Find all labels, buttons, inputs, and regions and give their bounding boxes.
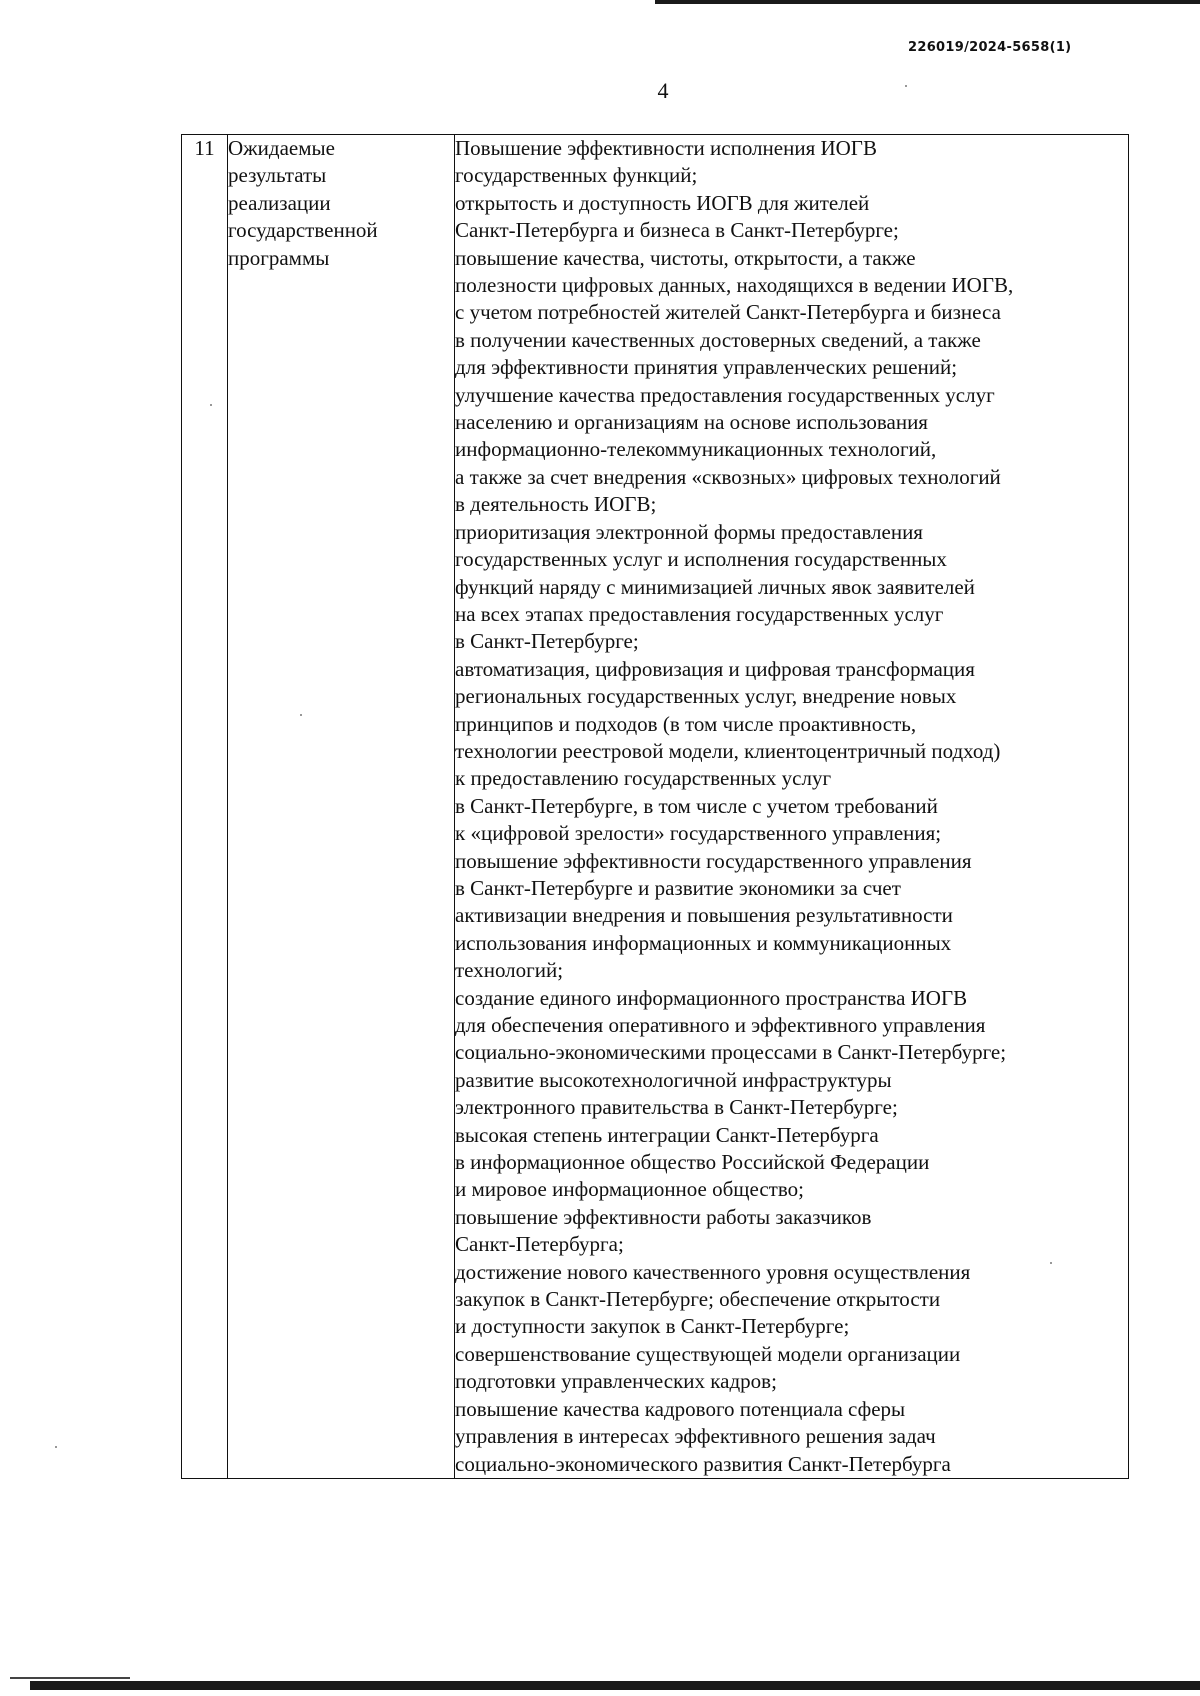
text-line: в получении качественных достоверных сведений, а также: [455, 327, 981, 352]
label-line: результаты: [228, 163, 327, 188]
text-line: на всех этапах предоставления государственных услуг: [455, 601, 944, 626]
text-line: высокая степень интеграции Санкт-Петербурга: [455, 1122, 879, 1147]
text-line: использования информационных и коммуникационных: [455, 930, 952, 955]
text-line: функций наряду с минимизацией личных явок заявителей: [455, 574, 975, 599]
text-line: и доступности закупок в Санкт-Петербурге;: [455, 1314, 850, 1339]
text-line: к «цифровой зрелости» государственного управления;: [455, 821, 942, 846]
scan-speck: [210, 404, 212, 406]
text-line: повышение качества кадрового потенциала сферы: [455, 1396, 906, 1421]
text-line: населению и организациям на основе использования: [455, 410, 928, 435]
text-line: управления в интересах эффективного решения задач: [455, 1424, 936, 1449]
text-line: повышение эффективности работы заказчиков: [455, 1204, 872, 1229]
scan-speck: [300, 714, 302, 716]
text-line: электронного правительства в Санкт-Петербурге;: [455, 1095, 898, 1120]
row-label-cell: [228, 135, 455, 1479]
text-line: автоматизация, цифровизация и цифровая трансформация: [455, 656, 975, 681]
text-line: в Санкт-Петербурге;: [455, 629, 639, 654]
text-line: государственных функций;: [455, 163, 698, 188]
text-line: полезности цифровых данных, находящихся в ведении ИОГВ,: [455, 273, 1014, 298]
document-registration-number: 226019/2024-5658(1): [908, 40, 1072, 55]
text-line: Санкт-Петербурга и бизнеса в Санкт-Петербурге;: [455, 218, 899, 243]
text-line: в деятельность ИОГВ;: [455, 492, 657, 517]
text-line: открытость и доступность ИОГВ для жителей: [455, 190, 870, 215]
scan-edge-bottom: [30, 1681, 1200, 1690]
table-row: [182, 135, 1129, 1479]
scan-edge-bottom-thin: [10, 1677, 130, 1679]
row-text-cell: [455, 135, 1129, 1479]
row-number-cell: [182, 135, 228, 1479]
text-line: а также за счет внедрения «сквозных» цифровых технологий: [455, 464, 1001, 489]
text-line: повышение эффективности государственного управления: [455, 848, 972, 873]
scan-speck: [55, 1446, 57, 1448]
row-text: [455, 135, 1128, 1478]
text-line: достижение нового качественного уровня осуществления: [455, 1259, 971, 1284]
text-line: в Санкт-Петербурге и развитие экономики за счет: [455, 875, 901, 900]
text-line: повышение качества, чистоты, открытости, а также: [455, 245, 916, 270]
text-line: активизации внедрения и повышения результативности: [455, 903, 953, 928]
text-line: с учетом потребностей жителей Санкт-Петербурга и бизнеса: [455, 300, 1001, 325]
label-line: государственной: [228, 218, 378, 243]
text-line: Санкт-Петербурга;: [455, 1232, 624, 1257]
program-passport-table: [181, 134, 1129, 1479]
scan-speck: [905, 85, 907, 87]
text-line: социально-экономического развития Санкт-Петербурга: [455, 1451, 951, 1476]
text-line: для эффективности принятия управленческих решений;: [455, 355, 958, 380]
scan-edge-top: [655, 0, 1200, 4]
text-line: развитие высокотехнологичной инфраструктуры: [455, 1067, 892, 1092]
text-line: закупок в Санкт-Петербурге; обеспечение открытости: [455, 1287, 941, 1312]
text-line: технологий;: [455, 958, 564, 983]
row-label: [228, 135, 454, 272]
label-line: Ожидаемые: [228, 136, 335, 160]
text-line: к предоставлению государственных услуг: [455, 766, 832, 791]
scan-speck: [1050, 1262, 1052, 1264]
text-line: приоритизация электронной формы предоставления: [455, 519, 923, 544]
text-line: региональных государственных услуг, внедрение новых: [455, 684, 957, 709]
text-line: принципов и подходов (в том числе проактивность,: [455, 711, 917, 736]
text-line: Повышение эффективности исполнения ИОГВ: [455, 136, 877, 160]
text-line: социально-экономическими процессами в Санкт-Петербурге;: [455, 1040, 1007, 1065]
text-line: и мировое информационное общество;: [455, 1177, 804, 1202]
text-line: для обеспечения оперативного и эффективного управления: [455, 1013, 986, 1037]
text-line: в Санкт-Петербурге, в том числе с учетом требований: [455, 793, 938, 818]
text-line: государственных услуг и исполнения государственных: [455, 547, 947, 572]
text-line: совершенствование существующей модели организации: [455, 1341, 961, 1366]
text-line: подготовки управленческих кадров;: [455, 1369, 777, 1394]
text-line: улучшение качества предоставления государственных услуг: [455, 382, 995, 407]
row-number: 11: [194, 136, 215, 160]
label-line: реализации: [228, 190, 331, 215]
label-line: программы: [228, 245, 330, 270]
text-line: в информационное общество Российской Федерации: [455, 1150, 930, 1175]
page-number: 4: [657, 78, 669, 103]
text-line: технологии реестровой модели, клиентоцентричный подход): [455, 738, 1001, 763]
text-line: информационно-телекоммуникационных технологий,: [455, 437, 937, 462]
text-line: создание единого информационного пространства ИОГВ: [455, 985, 968, 1010]
